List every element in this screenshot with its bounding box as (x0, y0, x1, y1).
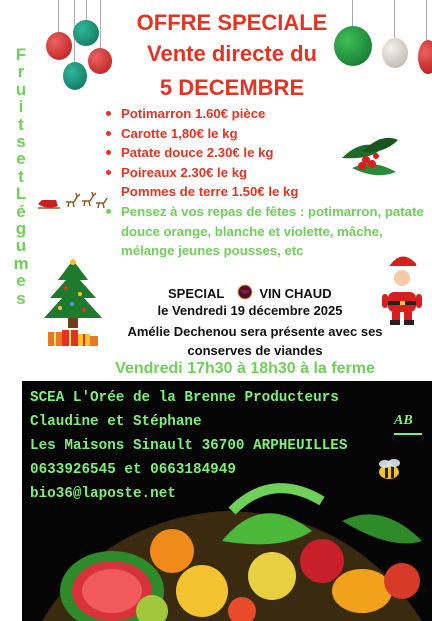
wine-glass-icon (236, 284, 254, 302)
special-date: le Vendredi 19 décembre 2025 (157, 303, 343, 318)
ab-badge-label: AB (394, 413, 413, 428)
bee-icon (374, 459, 404, 481)
side-letter: t (18, 114, 24, 134)
contact-line-company: SCEA L'Orée de la Brenne Producteurs (30, 390, 339, 406)
offer-title: OFFRE SPECIALE (136, 10, 328, 35)
side-letter: g (15, 219, 27, 239)
side-letter: u (15, 236, 27, 256)
item-text: Pommes de terre 1.50€ le kg (121, 184, 299, 200)
item-text: Patate douce 2.30€ le kg (121, 145, 274, 161)
side-letter: L (15, 184, 27, 204)
side-letter: e (16, 149, 26, 169)
side-letter: s (16, 132, 26, 152)
side-letter: e (16, 271, 26, 291)
side-letter: t (18, 166, 24, 186)
santa-sleigh-icon (36, 190, 108, 212)
contact-line-phones: 0633926545 et 0663184949 (30, 462, 236, 478)
side-letter: r (17, 62, 25, 82)
item-text: Poireaux 2.30€ le kg (121, 164, 248, 180)
christmas-ornaments-left-icon (38, 0, 118, 100)
presence-text: Amélie Dechenou sera présente avec ses conserves de viandes (127, 324, 383, 358)
gift-boxes-icon (48, 326, 98, 346)
special-line (150, 284, 370, 302)
offer-date: 5 DECEMBRE (159, 75, 305, 100)
side-letter: m (13, 253, 29, 273)
santa-claus-icon (376, 252, 428, 326)
special-vin-chaud: VIN CHAUD (259, 286, 332, 301)
holly-icon (332, 128, 404, 188)
side-vertical-text (10, 46, 32, 307)
list-item (104, 104, 424, 124)
side-letter: s (16, 288, 26, 308)
item-text: Potimarron 1.60€ pièce (121, 106, 266, 121)
contact-line-address: Les Maisons Sinault 36700 ARPHEUILLES (30, 438, 348, 454)
side-letter: u (15, 79, 27, 99)
contact-line-names: Claudine et Stéphane (30, 414, 202, 430)
side-letter: F (15, 45, 27, 64)
item-text: Pensez à vos repas de fêtes : potimarron, patate douce orange, blanche et violette, mâche, mélange jeunes pousses, etc (121, 203, 424, 259)
side-letter: é (16, 201, 26, 221)
contact-line-email: bio36@laposte.net (30, 486, 176, 502)
side-letter: i (18, 97, 24, 117)
ab-badge (394, 413, 422, 435)
item-text: Carotte 1,80€ le kg (121, 125, 238, 141)
hours-text: Vendredi 17h30 à 18h30 à la ferme (115, 360, 375, 377)
christmas-tree-icon (40, 258, 106, 330)
offer-subtitle: Vente directe du (147, 41, 317, 66)
special-label: SPECIAL (168, 286, 225, 301)
